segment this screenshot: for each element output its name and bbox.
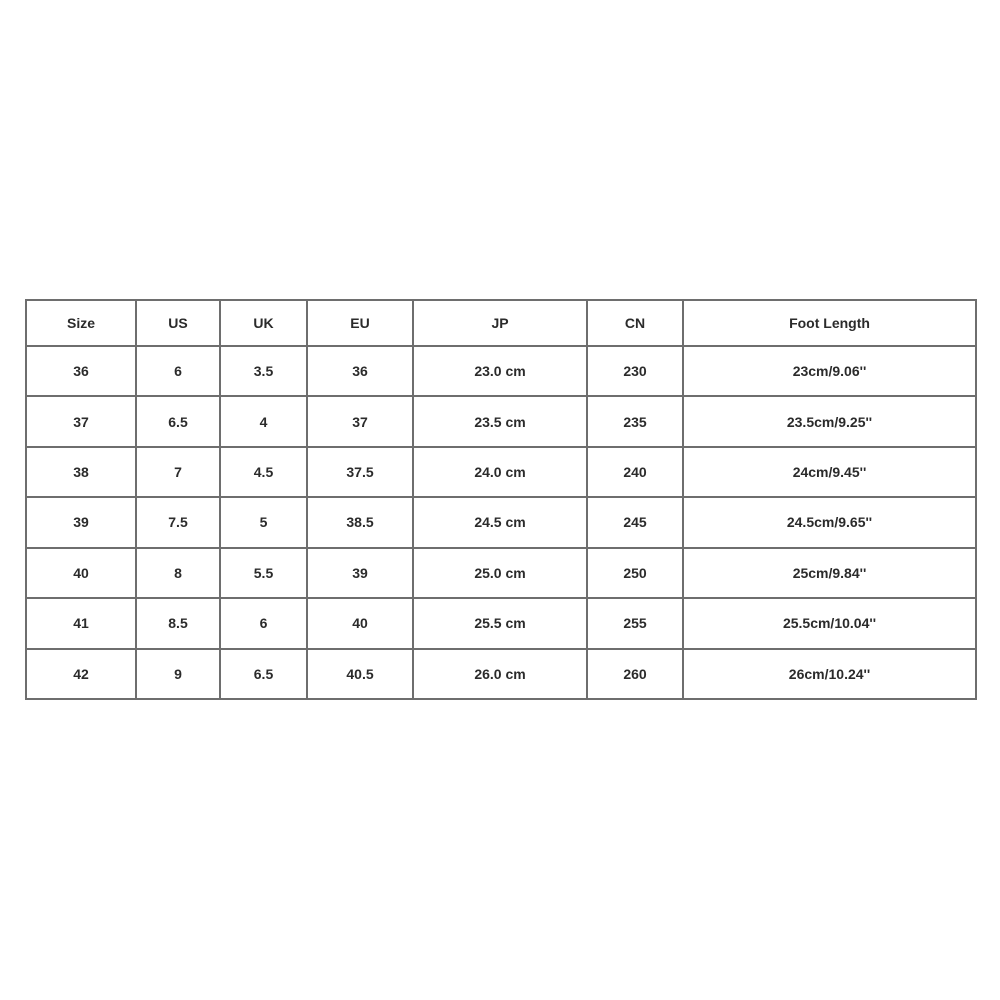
- header-uk: UK: [220, 300, 307, 346]
- cell-foot-length: 25cm/9.84'': [683, 548, 976, 598]
- header-row: [26, 300, 976, 346]
- cell-jp: 23.0 cm: [413, 346, 587, 396]
- table-row: [26, 497, 976, 547]
- cell-cn: 250: [587, 548, 683, 598]
- cell-us: 7.5: [136, 497, 220, 547]
- cell-jp: 24.0 cm: [413, 447, 587, 497]
- cell-foot-length: 24cm/9.45'': [683, 447, 976, 497]
- header-cn: CN: [587, 300, 683, 346]
- cell-uk: 5: [220, 497, 307, 547]
- cell-cn: 230: [587, 346, 683, 396]
- cell-eu: 40: [307, 598, 413, 648]
- header-size: Size: [26, 300, 136, 346]
- cell-jp: 25.5 cm: [413, 598, 587, 648]
- cell-eu: 40.5: [307, 649, 413, 699]
- cell-us: 8: [136, 548, 220, 598]
- size-chart-table: [25, 299, 977, 700]
- cell-us: 7: [136, 447, 220, 497]
- cell-foot-length: 23.5cm/9.25'': [683, 396, 976, 446]
- header-foot-length: Foot Length: [683, 300, 976, 346]
- cell-size: 38: [26, 447, 136, 497]
- header-eu: EU: [307, 300, 413, 346]
- cell-cn: 260: [587, 649, 683, 699]
- cell-foot-length: 25.5cm/10.04'': [683, 598, 976, 648]
- cell-us: 8.5: [136, 598, 220, 648]
- cell-cn: 235: [587, 396, 683, 446]
- cell-foot-length: 26cm/10.24'': [683, 649, 976, 699]
- cell-uk: 6.5: [220, 649, 307, 699]
- table-row: [26, 548, 976, 598]
- cell-size: 40: [26, 548, 136, 598]
- cell-uk: 5.5: [220, 548, 307, 598]
- cell-size: 39: [26, 497, 136, 547]
- cell-foot-length: 23cm/9.06'': [683, 346, 976, 396]
- cell-us: 6.5: [136, 396, 220, 446]
- table-row: [26, 447, 976, 497]
- cell-cn: 245: [587, 497, 683, 547]
- cell-us: 9: [136, 649, 220, 699]
- header-jp: JP: [413, 300, 587, 346]
- cell-uk: 4.5: [220, 447, 307, 497]
- cell-foot-length: 24.5cm/9.65'': [683, 497, 976, 547]
- cell-jp: 26.0 cm: [413, 649, 587, 699]
- cell-cn: 255: [587, 598, 683, 648]
- cell-jp: 25.0 cm: [413, 548, 587, 598]
- cell-uk: 3.5: [220, 346, 307, 396]
- cell-eu: 37: [307, 396, 413, 446]
- table-row: [26, 649, 976, 699]
- cell-size: 41: [26, 598, 136, 648]
- table-row: [26, 598, 976, 648]
- cell-size: 37: [26, 396, 136, 446]
- cell-eu: 37.5: [307, 447, 413, 497]
- header-us: US: [136, 300, 220, 346]
- cell-eu: 38.5: [307, 497, 413, 547]
- table-row: [26, 346, 976, 396]
- table-row: [26, 396, 976, 446]
- cell-eu: 36: [307, 346, 413, 396]
- cell-uk: 4: [220, 396, 307, 446]
- cell-cn: 240: [587, 447, 683, 497]
- cell-eu: 39: [307, 548, 413, 598]
- cell-uk: 6: [220, 598, 307, 648]
- cell-size: 36: [26, 346, 136, 396]
- cell-jp: 23.5 cm: [413, 396, 587, 446]
- cell-us: 6: [136, 346, 220, 396]
- cell-jp: 24.5 cm: [413, 497, 587, 547]
- cell-size: 42: [26, 649, 136, 699]
